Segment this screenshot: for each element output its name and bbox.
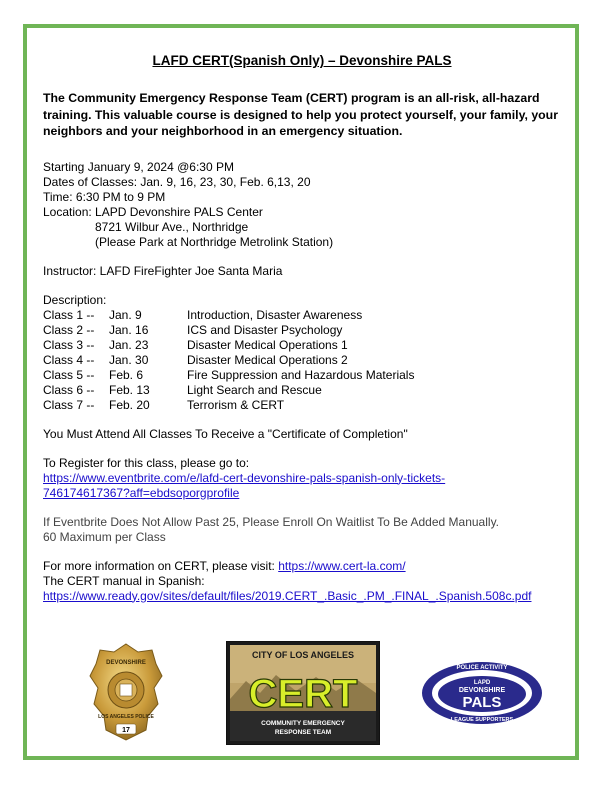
cert-line1: COMMUNITY EMERGENCY bbox=[261, 720, 345, 727]
pals-top-text: POLICE ACTIVITY bbox=[456, 665, 508, 671]
cert-word: CERT bbox=[248, 672, 358, 716]
class-list bbox=[43, 308, 573, 413]
class-number: Class 2 -- bbox=[43, 322, 95, 337]
flyer-content bbox=[43, 53, 573, 604]
register-link[interactable] bbox=[43, 471, 573, 501]
class-topic: Terrorism & CERT bbox=[187, 397, 285, 412]
badge-number: 17 bbox=[122, 727, 130, 734]
manual-label: The CERT manual in Spanish: bbox=[43, 573, 205, 588]
lapd-badge-logo bbox=[88, 642, 164, 742]
class-number: Class 3 -- bbox=[43, 337, 95, 352]
page-title: LAFD CERT(Spanish Only) – Devonshire PALS bbox=[152, 53, 452, 68]
class-date: Jan. 9 bbox=[109, 307, 142, 322]
pals-bottom-text: LEAGUE SUPPORTERS bbox=[450, 717, 514, 723]
badge-top-text: DEVONSHIRE bbox=[106, 660, 146, 666]
class-date: Jan. 16 bbox=[109, 322, 149, 337]
class-topic: Disaster Medical Operations 1 bbox=[187, 337, 348, 352]
register-link-line2[interactable]: 746174617367?aff=ebdsoporgprofile bbox=[43, 485, 240, 500]
intro-paragraph: The Community Emergency Response Team (CERT) program is an all-risk, all-hazard training. This valuable course is designed to help you protect yourself, your family, your neighbors and your neighborhood in an emergency situation. bbox=[43, 91, 558, 138]
class-number: Class 4 -- bbox=[43, 352, 95, 367]
description-label: Description: bbox=[43, 292, 107, 307]
class-row bbox=[43, 383, 573, 398]
class-row bbox=[43, 323, 573, 338]
class-number: Class 7 -- bbox=[43, 397, 95, 412]
class-date: Feb. 20 bbox=[109, 397, 150, 412]
class-date: Jan. 30 bbox=[109, 352, 149, 367]
attendance-note: You Must Attend All Classes To Receive a "Certificate of Completion" bbox=[43, 426, 408, 441]
pals-devonshire-text: DEVONSHIRE bbox=[458, 687, 506, 694]
cert-logo bbox=[226, 641, 380, 745]
schedule-block bbox=[43, 160, 573, 250]
pals-logo bbox=[421, 661, 543, 725]
cert-line2: RESPONSE TEAM bbox=[274, 729, 332, 736]
class-number: Class 6 -- bbox=[43, 382, 95, 397]
class-number: Class 5 -- bbox=[43, 367, 95, 382]
more-info-line bbox=[43, 559, 573, 574]
location-label: Location: LAPD Devonshire PALS Center bbox=[43, 204, 263, 219]
class-date: Jan. 23 bbox=[109, 337, 149, 352]
manual-link[interactable]: https://www.ready.gov/sites/default/files/2019.CERT_.Basic_.PM_.FINAL_.Spanish.508c.pdf bbox=[43, 588, 532, 603]
class-dates: Dates of Classes: Jan. 9, 16, 23, 30, Feb. 6,13, 20 bbox=[43, 174, 311, 189]
waitlist-note: If Eventbrite Does Not Allow Past 25, Please Enroll On Waitlist To Be Added Manually. bbox=[43, 514, 500, 529]
cert-city-text: CITY OF LOS ANGELES bbox=[251, 650, 355, 660]
class-topic: Light Search and Rescue bbox=[187, 382, 322, 397]
class-date: Feb. 13 bbox=[109, 382, 150, 397]
logo-row bbox=[0, 640, 612, 740]
more-info-label: For more information on CERT, please visit: bbox=[43, 558, 279, 573]
instructor: Instructor: LAFD FireFighter Joe Santa Maria bbox=[43, 263, 283, 278]
start-date: Starting January 9, 2024 @6:30 PM bbox=[43, 159, 234, 174]
class-row bbox=[43, 308, 573, 323]
pals-word: PALS bbox=[462, 694, 502, 711]
class-maximum: 60 Maximum per Class bbox=[43, 529, 166, 544]
class-topic: Introduction, Disaster Awareness bbox=[187, 307, 363, 322]
class-topic: Disaster Medical Operations 2 bbox=[187, 352, 348, 367]
cert-emblem-icon bbox=[226, 641, 380, 745]
register-label: To Register for this class, please go to: bbox=[43, 455, 250, 470]
class-row bbox=[43, 353, 573, 368]
pals-emblem-icon bbox=[421, 661, 543, 725]
cert-la-link[interactable]: https://www.cert-la.com/ bbox=[278, 558, 406, 573]
parking-note: (Please Park at Northridge Metrolink Station) bbox=[95, 234, 334, 249]
register-link-line1[interactable]: https://www.eventbrite.com/e/lafd-cert-devonshire-pals-spanish-only-tickets- bbox=[43, 470, 446, 485]
class-number: Class 1 -- bbox=[43, 307, 95, 322]
class-time: Time: 6:30 PM to 9 PM bbox=[43, 189, 166, 204]
badge-bottom-text: LOS ANGELES POLICE bbox=[98, 714, 154, 720]
police-badge-icon bbox=[88, 642, 164, 742]
class-row bbox=[43, 398, 573, 413]
class-row bbox=[43, 338, 573, 353]
class-topic: Fire Suppression and Hazardous Materials bbox=[187, 367, 415, 382]
pals-lapd-text: LAPD bbox=[473, 680, 491, 686]
class-row bbox=[43, 368, 573, 383]
class-date: Feb. 6 bbox=[109, 367, 144, 382]
class-topic: ICS and Disaster Psychology bbox=[187, 322, 343, 337]
location-address: 8721 Wilbur Ave., Northridge bbox=[95, 219, 249, 234]
